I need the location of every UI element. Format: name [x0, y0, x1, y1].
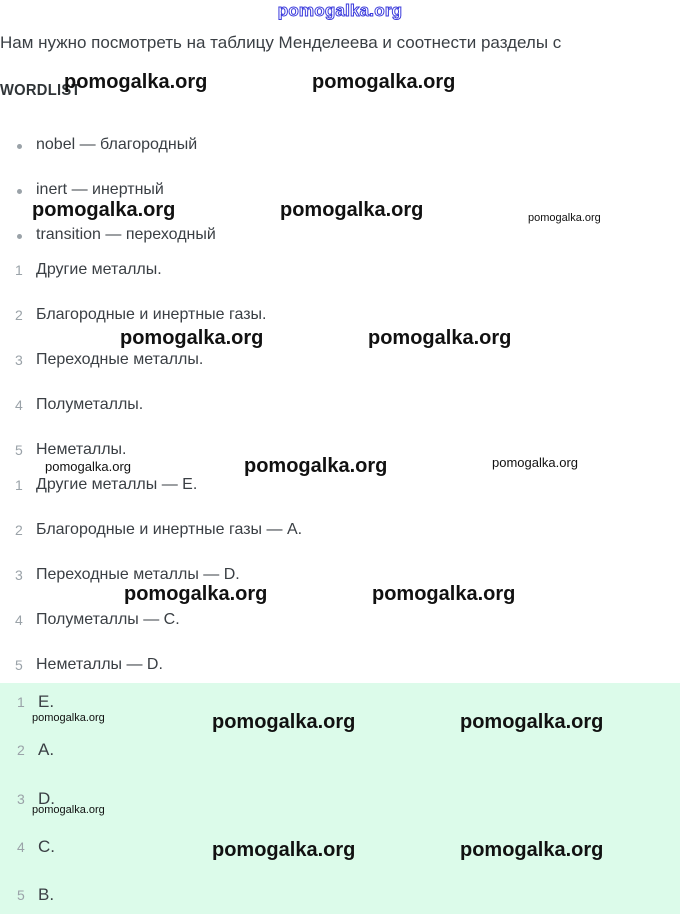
- watermark: pomogalka.org: [120, 327, 264, 349]
- wordlist-heading: WORDLIST: [0, 82, 81, 99]
- list1-number: 5: [15, 442, 23, 458]
- list2-item: Благородные и инертные газы — A.: [36, 521, 303, 538]
- answer-item: D.: [38, 789, 55, 808]
- list1-number: 4: [15, 397, 23, 413]
- list2-item: Переходные металлы — D.: [36, 566, 240, 583]
- watermark: pomogalka.org: [312, 71, 456, 93]
- answer-item: A.: [38, 740, 55, 759]
- answer-item: C.: [38, 837, 55, 856]
- list2-number: 5: [15, 657, 23, 673]
- list1-item: Полуметаллы.: [36, 396, 144, 413]
- watermark: pomogalka.org: [32, 712, 105, 724]
- wordlist-item: transition — переходный: [36, 226, 216, 243]
- watermark: pomogalka.org: [64, 71, 208, 93]
- bullet-icon: [17, 144, 22, 149]
- bullet-icon: [17, 189, 22, 194]
- wordlist-item: inert — инертный: [36, 181, 164, 198]
- list1-item: Переходные металлы.: [36, 351, 204, 368]
- watermark: pomogalka.org: [32, 199, 176, 221]
- list2-number: 4: [15, 612, 23, 628]
- header-watermark: pomogalka.org: [277, 1, 403, 20]
- bullet-icon: [17, 234, 22, 239]
- watermark: pomogalka.org: [45, 459, 131, 474]
- watermark: pomogalka.org: [244, 455, 388, 477]
- watermark: pomogalka.org: [368, 327, 512, 349]
- answer-number: 4: [17, 839, 25, 855]
- answer-number: 5: [17, 887, 25, 903]
- watermark: pomogalka.org: [212, 711, 356, 733]
- answer-number: 3: [17, 791, 25, 807]
- list1-item: Неметаллы.: [36, 441, 127, 458]
- watermark: pomogalka.org: [32, 804, 105, 816]
- list1-number: 1: [15, 262, 23, 278]
- intro-text: Нам нужно посмотреть на таблицу Менделеева и соотнести разделы с: [0, 33, 562, 52]
- watermark: pomogalka.org: [212, 839, 356, 861]
- watermark: pomogalka.org: [460, 711, 604, 733]
- answer-item: E.: [38, 692, 55, 711]
- watermark: pomogalka.org: [372, 583, 516, 605]
- list2-item: Другие металлы — E.: [36, 476, 198, 493]
- list2-item: Неметаллы — D.: [36, 656, 163, 673]
- watermark: pomogalka.org: [280, 199, 424, 221]
- wordlist-item: nobel — благородный: [36, 136, 198, 153]
- watermark: pomogalka.org: [528, 212, 601, 224]
- list2-number: 1: [15, 477, 23, 493]
- watermark: pomogalka.org: [492, 455, 578, 470]
- answer-number: 2: [17, 742, 25, 758]
- answer-item: B.: [38, 885, 55, 904]
- list2-number: 3: [15, 567, 23, 583]
- watermark: pomogalka.org: [124, 583, 268, 605]
- list1-number: 3: [15, 352, 23, 368]
- watermark: pomogalka.org: [460, 839, 604, 861]
- list2-number: 2: [15, 522, 23, 538]
- list1-item: Благородные и инертные газы.: [36, 306, 267, 323]
- list1-number: 2: [15, 307, 23, 323]
- list1-item: Другие металлы.: [36, 261, 162, 278]
- answer-number: 1: [17, 694, 25, 710]
- list2-item: Полуметаллы — C.: [36, 611, 180, 628]
